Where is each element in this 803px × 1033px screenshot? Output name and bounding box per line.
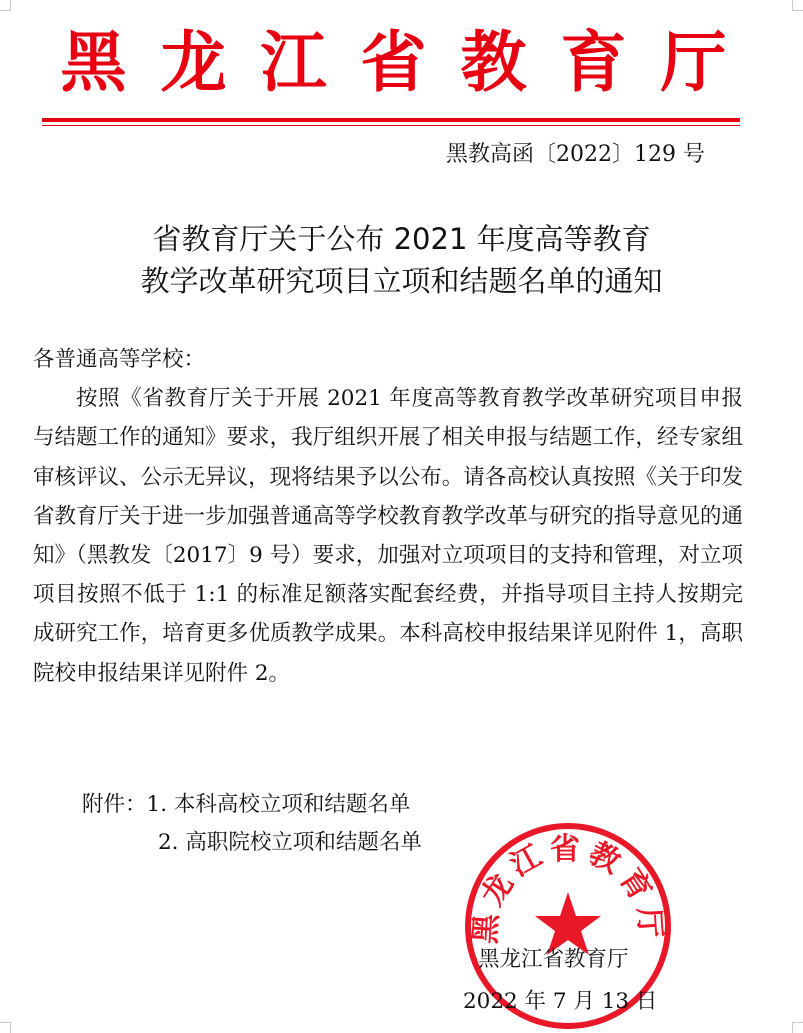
crop-mark-top-left [0,0,11,11]
document-body [33,340,743,693]
attachment-item: 1. 本科高校立项和结题名单 [146,792,411,817]
attachments-label: 附件： [82,792,147,817]
masthead-rule-thin [42,125,740,126]
attachment-row-2 [82,824,422,862]
masthead: 黑龙江省教育厅 [60,23,761,101]
salutation: 各普通高等学校： [33,347,206,372]
title-line-1: 省教育厅关于公布 2021 年度高等教育 [152,222,651,256]
document-number: 黑教高函〔2022〕129 号 [446,142,705,167]
title-line-2: 教学改革研究项目立项和结题名单的通知 [140,264,663,298]
attachment-row-1 [82,786,422,824]
masthead-rule-thick [42,118,740,122]
body-paragraph: 按照《省教育厅关于开展 2021 年度高等教育教学改革研究项目申报与结题工作的通知》要求，我厅组织开展了相关申报与结题工作，经专家组审核评议、公示无异议，现将结果予以公布。请各高校认真按照《关于印发省教育厅关于进一步加强普通高等学校教育教学改革与研究的指导意见的通知》（黑教发〔2017〕9 号）要求，加强对立项项目的支持和管理，对立项项目按照不低于 1:1 的标准足额落实配套经费，并指导项目主持人按期完成研究工作，培育更多优质教学成果。本科高校申报结果详见附件 1，高职院校申报结果详见附件 2。 [33,386,743,686]
attachments [82,786,422,862]
issue-date: 2022 年 7 月 13 日 [463,989,658,1014]
attachment-item: 2. 高职院校立项和结题名单 [158,830,422,855]
crop-mark-top-right [792,0,803,11]
document-title [40,218,763,302]
crop-mark-bottom-left [0,1022,11,1033]
signer: 黑龙江省教育厅 [478,947,629,972]
seal-text: 黑龙江省教育厅 [468,832,668,945]
crop-mark-bottom-right [792,1022,803,1033]
